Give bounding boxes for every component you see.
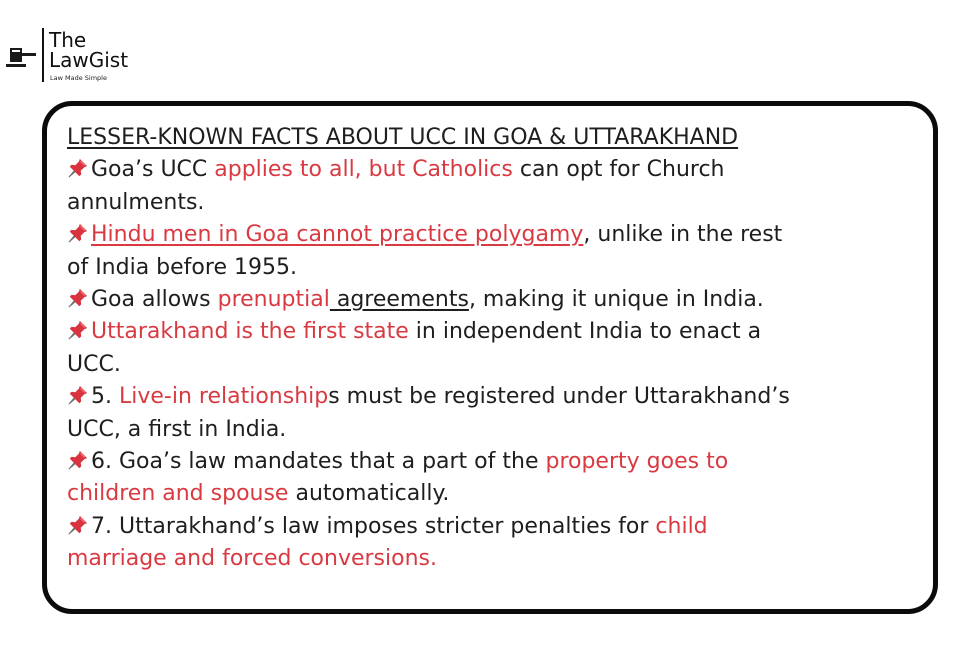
fact-6 bbox=[67, 446, 907, 478]
pushpin-icon bbox=[67, 446, 91, 478]
pushpin-icon bbox=[67, 154, 91, 186]
brand-logo bbox=[6, 28, 156, 86]
fact-5 bbox=[67, 381, 907, 413]
fact-6-highlight: property goes to bbox=[545, 448, 729, 474]
fact-3-text-2: , making it unique in India. bbox=[468, 286, 764, 312]
fact-6-text: 6. Goa’s law mandates that a part of the bbox=[91, 448, 546, 474]
fact-7-highlight: child bbox=[655, 513, 708, 539]
fact-5-highlight: Live-in relationship bbox=[118, 384, 329, 410]
logo-line-1: The bbox=[49, 28, 87, 52]
fact-2-text: , unlike in the rest bbox=[583, 222, 783, 248]
logo-divider bbox=[42, 28, 44, 82]
fact-5-cont: UCC, a first in India. bbox=[67, 416, 287, 442]
fact-7-text: 7. Uttarakhand’s law imposes stricter penalties for bbox=[91, 513, 656, 539]
pushpin-icon bbox=[67, 219, 91, 251]
fact-6-cont bbox=[67, 478, 907, 510]
fact-5-number: 5. bbox=[91, 384, 119, 410]
fact-1-text-2: can opt for Church bbox=[512, 157, 725, 183]
fact-6-highlight-2: children and spouse bbox=[67, 481, 289, 507]
fact-7-cont: marriage and forced conversions. bbox=[67, 546, 437, 572]
pushpin-icon bbox=[67, 381, 91, 413]
fact-1-cont: annulments. bbox=[67, 189, 205, 215]
fact-4 bbox=[67, 316, 907, 348]
gavel-icon bbox=[6, 42, 36, 68]
fact-1-text: Goa’s UCC bbox=[91, 157, 215, 183]
fact-3-underlined: agreements bbox=[329, 286, 469, 312]
fact-2 bbox=[67, 219, 907, 251]
fact-3-text: Goa allows bbox=[91, 286, 218, 312]
fact-6-text-2: automatically. bbox=[288, 481, 450, 507]
facts-card bbox=[42, 101, 938, 614]
fact-4-highlight: Uttarakhand is the first state bbox=[91, 319, 409, 345]
fact-1 bbox=[67, 154, 907, 186]
fact-4-text: in independent India to enact a bbox=[408, 319, 762, 345]
fact-7 bbox=[67, 511, 907, 543]
pushpin-icon bbox=[67, 316, 91, 348]
logo-line-2: LawGist bbox=[49, 48, 129, 72]
fact-5-text: s must be registered under Uttarakhand’s bbox=[328, 384, 790, 410]
page-title: LESSER-KNOWN FACTS ABOUT UCC IN GOA & UTTARAKHAND bbox=[67, 125, 739, 150]
facts-content bbox=[67, 122, 907, 575]
fact-4-cont: UCC. bbox=[67, 351, 121, 377]
pushpin-icon bbox=[67, 284, 91, 316]
fact-1-highlight: applies to all, but Catholics bbox=[214, 157, 513, 183]
pushpin-icon bbox=[67, 511, 91, 543]
fact-3 bbox=[67, 284, 907, 316]
fact-3-highlight: prenuptial bbox=[217, 286, 330, 312]
logo-tagline: Law Made Simple bbox=[50, 74, 107, 82]
fact-2-highlight: Hindu men in Goa cannot practice polygamy bbox=[91, 222, 584, 248]
fact-2-cont: of India before 1955. bbox=[67, 254, 297, 280]
